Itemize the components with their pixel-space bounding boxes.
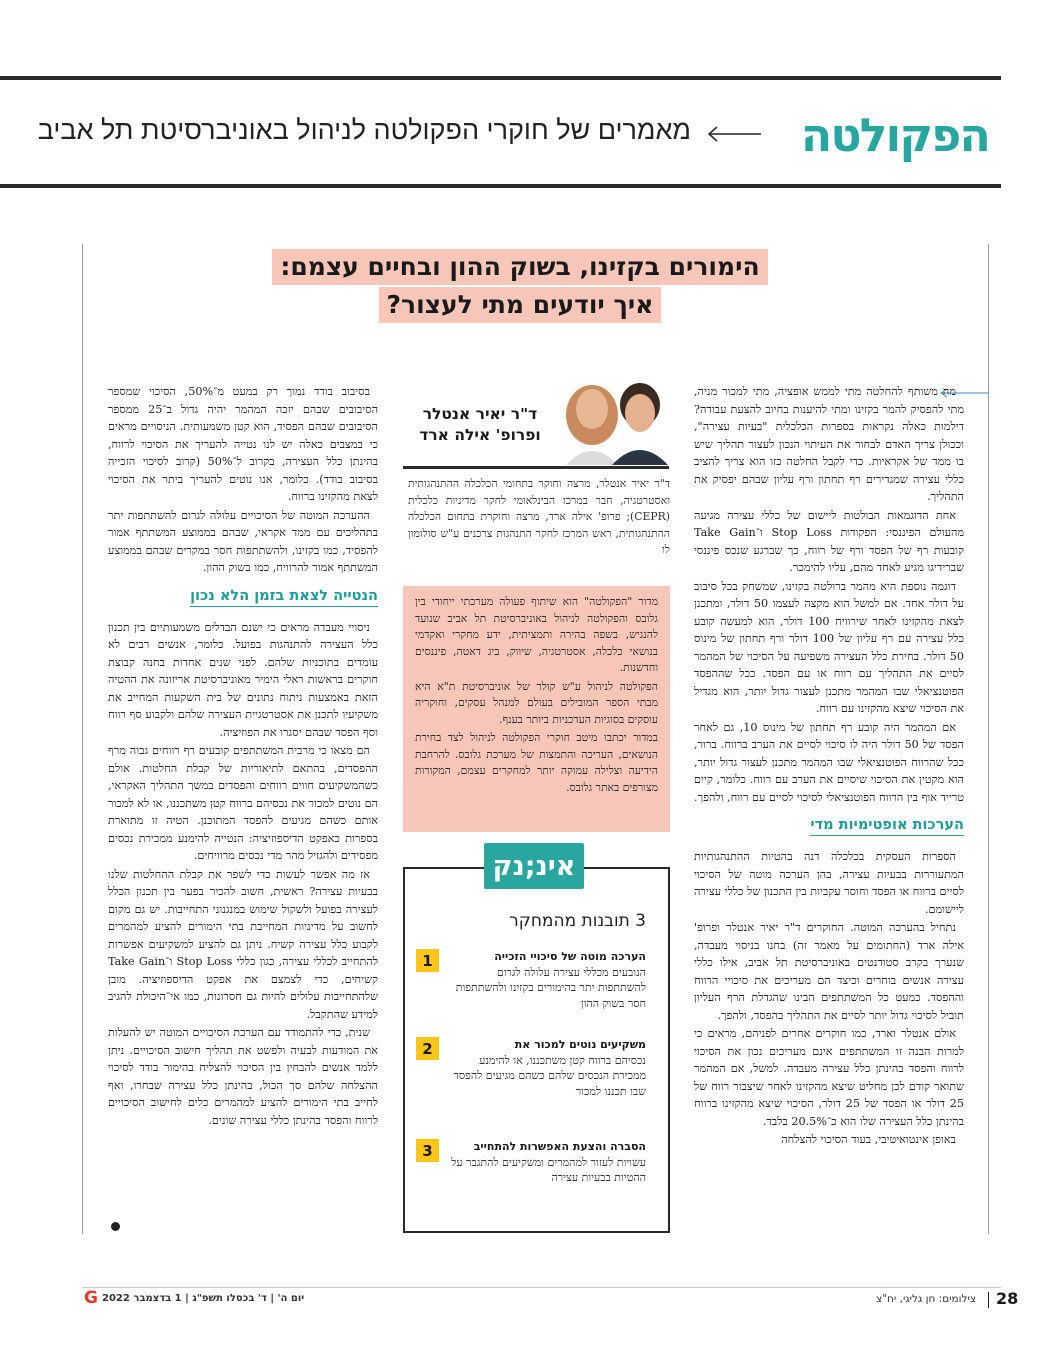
column-border-left: [82, 244, 83, 1234]
author-name-1: ד"ר יאיר אנטלר: [422, 405, 538, 423]
photo-credits: צילומים: חן גליגי, יח"צ: [876, 1293, 977, 1305]
footer-rule: [82, 1287, 1001, 1288]
author-name-2: ופרופ' אילה ארד: [419, 426, 541, 444]
headline-line-1: הימורים בקזינו, בשוק ההון ובחיים עצמם:: [272, 249, 767, 285]
header-bottom-rule: [0, 184, 1001, 188]
info-paragraph: מדור "הפקולטה" הוא שיתוף פעולה מערכתי ייחודי בין גלובס והפקולטה לניהול באוניברסיטת תל אביב שנועד להנגיש, בשפה בהירה ותמציתית, ידע מחקרי ואקדמי בנושאי כלכלה, אסטרטגיה, שיווק, ביג דאטה, פיננסים וחדשנות.: [415, 595, 658, 674]
insight-number-badge: 2: [416, 1037, 439, 1060]
article-headline: [240, 248, 800, 324]
authors-name: [406, 404, 554, 446]
footer-separator: [988, 1292, 989, 1308]
insights-box: [403, 867, 670, 1233]
insight-number-badge: 3: [416, 1139, 439, 1162]
paragraph: דוגמה נוספת היא מהמר ברולטה בקזינו, שמשחק בכל סיבוב על דולר אחד. אם למשל הוא מקצה לעצמו 50 דולר, ומתכנן לצאת מהקזינו לאחר שירוויח 100 דולר, הוא למעשה קובע כלל עצירה עם רף עליון של 100 דולר ורף תחתון של מינוס 50 דולר. בחירת כלל העצירה משפיעה על הסיכוי של המהמר לסיים את התהליך עם רווח או עם הפסד. ככל שההפסד הפוטנציאלי שבו המהמר מתכנן לעצור גדול יותר, הוא מגדיל את הסיכוי שיצא מהקזינו עם רווח.: [694, 579, 964, 715]
insight-text: הנובעים מכללי עצירה עלולה לגרום להשתתפות יתר בהימורים בקזינו ולהשתתפות חסר בשוק ההון: [455, 965, 646, 1010]
paragraph: אז מה אפשר לעשות כדי לשפר את קבלת ההחלטות שלנו בבעיות עצירה? ראשית, חשוב להכיר בפער בין תכנון הכלל לעצירה בפועל ולשקול שימוש במנגנוני התחייבות. יש גם מקום לחשוב על מדיניות המחייבת בתי הימורים להציע למהמרים לקבוע כלל עצירה קשיח. ניתן גם להציע למשקיעים אפשרות להתחייב לכללי עצירה, כגון כללי Stop Loss ו־Take Gain קשיחים, כדי לצמצם את אפקט הדיספוזיציה. מובן שלהתחייבות עלולים להיות גם חסרונות, כמו אי־היכולת להגיב למידע שהתקבל.: [108, 867, 379, 1021]
insight-number-badge: 1: [416, 949, 439, 972]
insight-text: נכסיהם ברווח קטן משתכננו, או להימנע ממכירת הנכסים שלהם כשהם מגיעים להפסד שבו תכננו למכור: [453, 1053, 646, 1098]
article-column-right: [694, 383, 964, 1150]
faculty-info-box: [403, 586, 670, 832]
arrow-left-icon: [705, 124, 761, 144]
subheading-wrong-time: הנטייה לצאת בזמן הלא נכון: [190, 586, 378, 607]
authors-divider: [403, 466, 669, 469]
insight-item: [416, 949, 646, 1011]
paragraph: הספרות העסקית בכלכלה דנה בהטיות ההתנהגותיות המתעוררות בבעיות עצירה, בהן הערכה מוטה של הסיכוי לסיים ברווח או הפסד וחוסר עקביות בין התכנון של כללי עצירה ליישומם.: [694, 850, 964, 916]
paragraph: שנית, כדי להתמודד עם הערכת הסיכויים המוטה יש להעלות את המודעות לבעיה ולפשט את תהליך חישוב הסיכויים. ניתן ללמד אנשים להבחין בין הסיכוי להצליח בהימור בודד לסיכוי ההצלחה שלהם סך הכול, בהינתן כלל עצירה שבחרו, ואף לחייב בתי הימורים להציע למהמרים כלים לחישוב הסיכויים לרווח והפסד בהינתן כללי עצירה שונים.: [108, 1026, 378, 1127]
paragraph: אולם אנטלר וארד, כמו חוקרים אחרים לפניהם, מראים כי למרות הבנה זו המשתתפים אינם מעריכים נכון את הסיכוי לרווח והפסד בהינתן כלל עצירה מעבדה. למשל, אם המהמר שתואר קודם לכן מחליט שיצא מהקזינו לאחר שיצבור רווח של 25 דולר או הפסד של 25 דולר, הסיכוי שיצא מהקזינו ברווח בהינתן כלל העצירה שלו הוא כ־20.5% בלבד.: [694, 1027, 965, 1128]
article-column-left: [108, 383, 378, 1130]
insight-heading: הערכה מוטה של סיכויי הזכייה: [494, 950, 646, 963]
header-subtitle: מאמרים של חוקרי הפקולטה לניהול באוניברסיטת תל אביב: [37, 115, 691, 145]
info-paragraph: במדור יכתבו מיטב חוקרי הפקולטה לניהול לצד בחירת הנושאים, העריכה והתמצות של מערכת גלובס. להרחבת הידיעה וצלילה עמוקה יותר למחקרים עצמם, המקורות מצורפים באתר גלובס.: [415, 731, 658, 794]
insight-item: [416, 1139, 646, 1186]
authors-bio: ד"ר יאיר אנטלר, מרצה וחוקר בתחומי הכלכלה ההתנהגותית ואסטרטגיה, חבר במרכז הבינלאומי לחקר מדיניות כלכלית (CEPR); פרופ' אילה ארד, מרצה וחוקרת בתחום הכלכלה ההתנהגותית, ראש המרכז לחקר התנהגות צרכנים ע"ש סולומון לו: [408, 477, 670, 556]
page-number: 28: [996, 1289, 1019, 1308]
insight-text: עשויות לעזור למהמרים ומשקיעים להתגבר על ההטיות בבעיות עצירה: [451, 1155, 646, 1184]
authors-photo: [556, 375, 672, 465]
headline-line-2: איך יודעים מתי לעצור?: [379, 287, 662, 323]
paragraph: הם מצאו כי מרבית המשתתפים קובעים רף רווחים גבוה מרף ההפסדים, בהתאם לתיאוריות של קבלת החלטות. אולם כשהמשקיעים חווים רווחים והפסדים במשך התהליך האקראי, הם נוטים למכור את נכסיהם ברווח קטן משתכננו, או לא למכור אותם כשהם מגיעים להפסד המתוכנן. הטיה זו מתוארת בספרות כאפקט הדיספוזיציה: הנטייה להימנע ממכירת נכסים מפסידים ולהגזיל מהר מדי נכסים מרוויחים.: [108, 744, 378, 862]
paragraph: אם המהמר היה קובע רף תחתון של מינוס 10, גם לאחר הפסד של 50 דולר היה לו סיכוי לסיים את הערב ברווח. ברור, ככל שהרווח הפוטנציאלי שבו המהמר מתכנן לעצור גדול יותר, הוא מקטין את הסיכוי שיסיים את הערב עם רווח. כלומר, קיים טרייד אוף בין הרווח הפוטנציאלי לסיכוי לסיים עם רווח, ולהפך.: [694, 720, 964, 804]
paragraph: בסיבוב בודד נמוך רק במעט מ־50%, הסיכוי שמספר הסיבובים שבהם יזכה המהמר יהיה גדול ב־25 ממספר הסיבובים שבהם הפסיד, הוא קטן משמעותית. הניסויים מראים כי במצבים כאלה יש לנו נטייה להעריך את הסיכוי לרווח, בהינתן כלל העצירה, בקרוב ל־50% (קרוב לסיכוי הזכייה בסיבוב בודד). כלומר, אנו נוטים להעריך ביתר את הסיכוי לצאת מהקזינו ברווח.: [108, 385, 378, 503]
paragraph: נתחיל בהערכה המוטה. החוקרים ד"ר יאיר אנטלר ופרופ' אילה ארד (החתומים על מאמר זה) בחנו בניסוי מעבדה, שנערך בקרב סטודנטים באוניברסיטת תל אביב, אילו כללי עצירה אנשים בוחרים וכיצד הם מעריכים את סיכויי הרווח וההפסד. כמעט כל המשתתפים הבינו שהגדלת הרף העליון תוביל לסיכוי גדול יותר לסיים את התהליך בהפסד, ולהפך.: [694, 921, 964, 1022]
paragraph: אחת הדוגמאות הבולטות ליישום של כללי עצירה מגיעה מהעולם הפיננסי: הפקודות Stop Loss ו־Take Gain קובעות רף של הפסד ורף של רווח, כך שברגע שנכס פיננסי שברידיגו מגיע לאחד מהם, עליו להימכר.: [694, 508, 965, 574]
paragraph: באופן אינטואיטיבי, בעוד הסיכוי להצלחה: [781, 1133, 956, 1146]
column-border-right: [988, 244, 989, 1234]
insight-item: [416, 1037, 646, 1099]
section-logo: הפקולטה: [800, 108, 989, 162]
paragraph: ניסויי מעבדה מראים כי ישנם הבדלים משמעותיים בין תכנון כלל העצירה להתנהגות בפועל. כלומר, אנשים רבים לא עומדים בתוכניות שלהם. לפני שנים אחדות בחנה קבוצת חוקרים בראשות ראלי הימיר מאוניברסיטת אריזונה את ההטיה הזאת באמצעות ניתוח נתונים של בית השקעות המחייב את משקיעיו לתכנן את אסטרטגיית העצירה שלהם ולקבוע סף רווח וסף הפסד שבהם יסגרו את הפוזיציה.: [108, 620, 378, 739]
globes-logo: G: [84, 1288, 98, 1308]
end-of-article-mark: [111, 1222, 120, 1231]
sponsor-logo: אינ;נק: [484, 843, 584, 889]
subheading-optimistic: הערכות אופטימיות מדי: [810, 815, 964, 836]
insights-title: 3 תובנות מהמחקר: [509, 911, 646, 931]
header-top-rule: [0, 76, 1001, 80]
paragraph: ההערכה המוטה של הסיכויים עלולה לגרום להשתתפות יתר בתהליכים עם ממד אקראי, שבהם בממוצע המשתתף אמור להפסיד, כמו בקזינו, ולהשתתפות חסר במקרים שבהם בממוצע המשתתף אמור להרוויח, כמו בשוק ההון.: [108, 508, 378, 574]
paragraph: מה משותף להחלטה מתי לממש אופציה, מתי למכור מניה, מתי להפסיק להמר בקזינו ומתי להיענות בחיוב להצעת עבודה? דילמות כאלה נקראות בספרות הכלכלית "בעיות עצירה", וככולן צריך האדם לבחור את העיתוי הנכון לעצור תהליך שיש בו ממד של אקראיות. כדי לקבל החלטה כזו הוא צריך להציב כללי עצירה שמגדירים רף תחתון ורף עליון שבהם יפסיק את התהליך.: [694, 385, 964, 503]
issue-dateline: יום ה' | ד' בכסלו תשפ"ג | 1 בדצמבר 2022: [102, 1293, 305, 1304]
insight-heading: משקיעים נוטים למכור את: [514, 1038, 646, 1051]
info-paragraph: הפקולטה לניהול ע"ש קולר של אוניברסיטת ת"א היא מבתי הספר המובילים בעולם למנהל עסקים, וחוקריה עוסקים בסוגיות העדכניות ביותר בענף.: [415, 679, 658, 726]
insight-heading: הסברה והצעת האפשרות להתחייב: [473, 1140, 646, 1153]
